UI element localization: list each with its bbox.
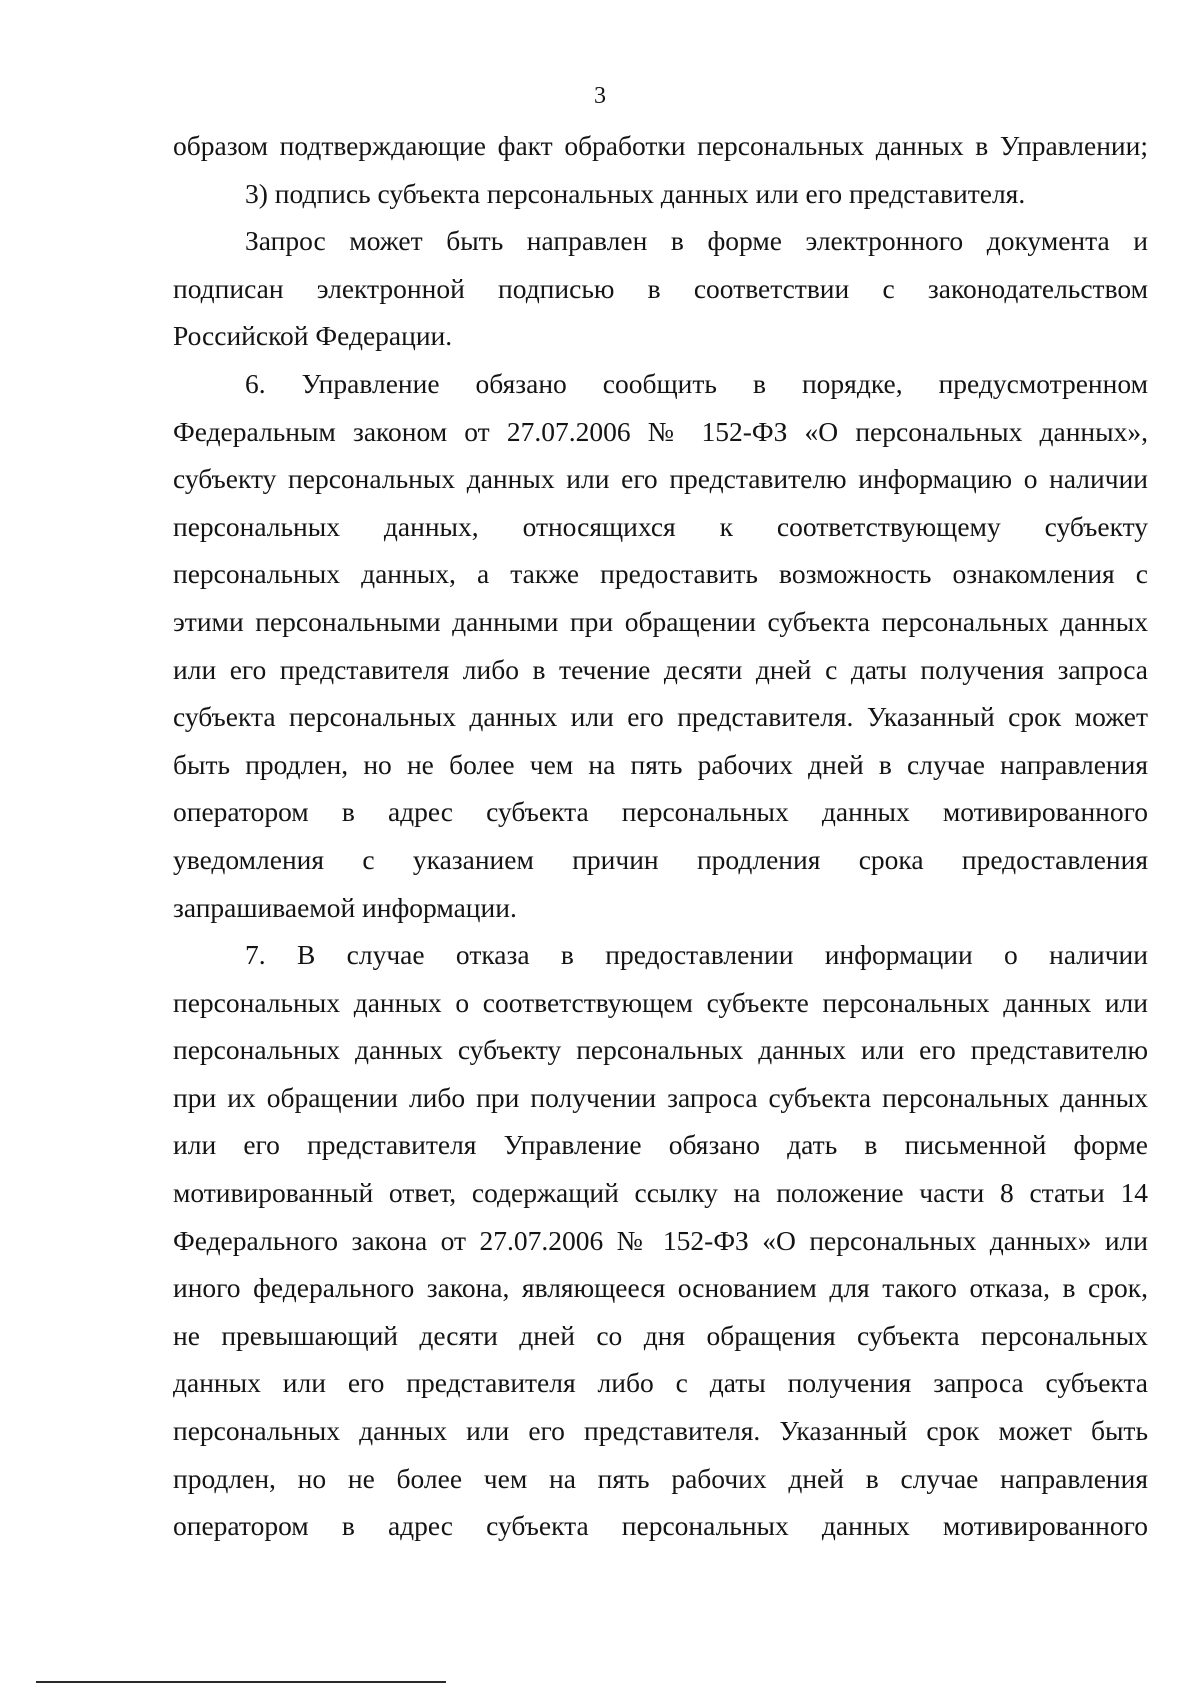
text-line: Запрос может быть направлен в форме электронного документа и — [245, 225, 1148, 257]
text-line: персональных данных, а также предоставить возможность ознакомления с — [173, 558, 1148, 590]
text-line: 3) подпись субъекта персональных данных или его представителя. — [245, 177, 1026, 209]
text-line: персональных данных, относящихся к соответствующему субъекту — [173, 510, 1148, 542]
text-line: этими персональными данными при обращении субъекта персональных данных — [173, 605, 1148, 637]
text-line: 6. Управление обязано сообщить в порядке, предусмотренном — [245, 367, 1148, 399]
text-line: подписан электронной подписью в соответствии с законодательством — [173, 272, 1148, 304]
text-line: оператором в адрес субъекта персональных данных мотивированного — [173, 1510, 1148, 1542]
text-line: запрашиваемой информации. — [173, 891, 517, 923]
text-line: Федерального закона от 27.07.2006 № 152-ФЗ «О персональных данных» или — [173, 1224, 1148, 1256]
page-number: 3 — [594, 83, 606, 109]
document-body — [173, 122, 1148, 1550]
text-line: иного федерального закона, являющееся основанием для такого отказа, в срок, — [173, 1272, 1148, 1304]
text-line: субъекту персональных данных или его представителю информацию о наличии — [173, 463, 1148, 495]
text-line: или его представителя либо в течение десяти дней с даты получения запроса — [173, 653, 1148, 685]
text-line: субъекта персональных данных или его представителя. Указанный срок может — [173, 701, 1148, 733]
text-line: персональных данных субъекту персональных данных или его представителю — [173, 1034, 1148, 1066]
text-line: персональных данных или его представителя. Указанный срок может быть — [173, 1415, 1148, 1447]
text-line: уведомления с указанием причин продления срока предоставления — [173, 843, 1148, 875]
text-line: оператором в адрес субъекта персональных данных мотивированного — [173, 796, 1148, 828]
text-line: быть продлен, но не более чем на пять рабочих дней в случае направления — [173, 748, 1148, 780]
text-line: данных или его представителя либо с даты получения запроса субъекта — [173, 1367, 1148, 1399]
text-line: 7. В случае отказа в предоставлении информации о наличии — [245, 939, 1148, 971]
text-line: продлен, но не более чем на пять рабочих дней в случае направления — [173, 1462, 1148, 1494]
text-line: при их обращении либо при получении запроса субъекта персональных данных — [173, 1081, 1148, 1113]
text-line: Федеральным законом от 27.07.2006 № 152-ФЗ «О персональных данных», — [173, 415, 1148, 447]
text-line: персональных данных о соответствующем субъекте персональных данных или — [173, 986, 1148, 1018]
bottom-divider — [36, 1681, 446, 1683]
text-line: образом подтверждающие факт обработки персональных данных в Управлении; — [173, 130, 1148, 161]
text-line: Российской Федерации. — [173, 320, 453, 352]
text-line: не превышающий десяти дней со дня обращения субъекта персональных — [173, 1319, 1148, 1351]
text-line: или его представителя Управление обязано дать в письменной форме — [173, 1129, 1148, 1161]
text-line: мотивированный ответ, содержащий ссылку на положение части 8 статьи 14 — [173, 1177, 1148, 1209]
